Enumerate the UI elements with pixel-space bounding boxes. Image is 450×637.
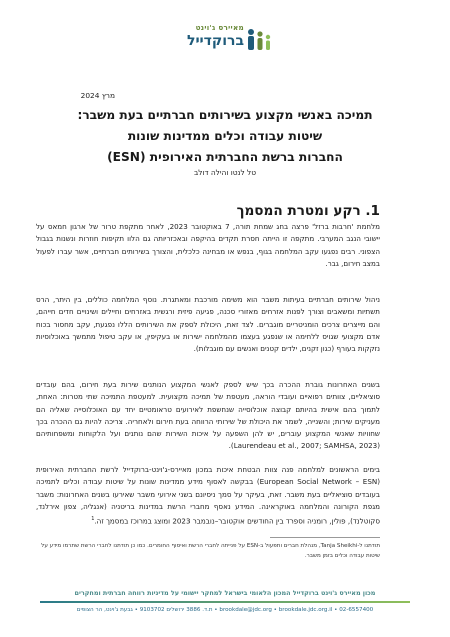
footnote: תודתנו ל-Tanja Sheikhi, מנהלת חברים ותפעול ב-ESN על פנייתה לחברי הרשת ואיסוף החומרים. כמו כן תודתנו לחברי הרשת שתרמו מידע על שיטות עבודה וכלים בזמן משבר. bbox=[41, 543, 380, 559]
paragraph-4-text: בימים הראשונים למלחמה פנה צוות הבטחת איכות במכון מאיירס-ג'וינט-ברוקדייל לרשת החברתית האירופית (European Social Network – ESN) בבקשה לאסוף מידע ממדינות שונות על שיטות עבודה וכלים לתמיכה בעובדים סוציאליים בעת משבר. זאת, בעיקר על סמך ניסיונם בשני אירועי משבר שאירעו בשנים האחרונות: משבר מגפת הקורונה והמלחמה באוקראינה. המידע נאסף מחברי הרשת במדינות בריטניה (אנגליה, צפון אירלנד, סקוטלנד), פולין, רומניה וספרד בין החודשים אוקטובר–נובמבר 2023 ומוצג במרוכז במסמך זה. bbox=[36, 465, 380, 526]
authors: טל לנטו והילה דולב bbox=[193, 168, 257, 177]
title-line-2: שיטות עבודה וכלים ממדינות שונות bbox=[127, 129, 323, 143]
logo-top-text: מאיירס ג'וינט bbox=[195, 23, 244, 32]
document-title bbox=[40, 105, 410, 168]
section-heading: 1. רקע ומטרת המסמך bbox=[236, 203, 380, 219]
logo-main-text: ברוקדייל bbox=[186, 33, 244, 49]
footer-contact: brookdale@jdc.org • brookdale.jdc.org.il • 02-6557400 • ת.ד. 3886 ירושלים 9103702 • גבעת ג'וינט, הר הצופים bbox=[76, 607, 374, 613]
title-line-3: החברות ברשת החברתית האירופית (ESN) bbox=[107, 150, 343, 164]
footnote-divider bbox=[270, 537, 380, 538]
publication-date: מרץ 2024 bbox=[80, 91, 115, 100]
paragraph-4 bbox=[36, 464, 380, 528]
paragraph-2: ניהול שירותים חברתיים בעיתות משבר הוא משימה מורכבת ומאתגרת. נוסף המלחמה כוללים, בין היתר, הרס תשתיות ומשאבים וצורך לפנות אזרחים מאזורי סכנה, פגיעה פיזית ורגשית באזרחים וחיילים ושינויים חדים חייהם, והם מייצרים צרכים הומניטריים מוגברים. לצד זאת, היכולת לספק את השירותים הללו נפגעת, עקב מחסור בכוח אדם מקצועי שגויס ללחימה או שנפגע בעצמו מהמלחמה ישירות או בעקיפין, או עקב טיפול מתמשך באוכלוסיות נזקקות בעורף (כגון זקנים, ילדים קטנים ואנשים עם מוגבלות). bbox=[36, 295, 380, 354]
footer-title: מכון מאיירס ג'וינט ברוקדייל המכון הלאומי בישראל למחקר יישומי על מדיניות רווחה חברתית ומחקרים bbox=[74, 589, 376, 597]
paragraph-1: מלחמת 'חרבות ברזל' פרצה בחג שמחת תורה, 7 באוקטובר 2023, לאחר מתקפת טרור של ארגון חמאס על יישובי הנגב המערבי. מתקפה זו הייתה חסרת תקדים בהיקפה ובאכזריותה גם הלוו תקיפות חוזרות ונשנות בגבול הצפוני. רבים נפגעו עקב המלחמה בגוף, בנפש או מבחינה כלכלית, והצורך בשירותים חברתיים, אשר עברו לפעול במצב חירום, גבר. bbox=[36, 222, 380, 268]
paragraph-3: בשנים האחרונות גוברת ההכרה בכך שיש לספק לאנשי המקצוע הנותנים שירות בעת חירום, בהם עובדים סוציאליים, צוותים רפואיים ועובדי הוראה, מעטפת של תמיכה מקצועית. למעטפת התמיכה שתי מטרות: האחת, לתמוך בהם אישית בהיותם קבוצה אוכלוסייה שנחשפת לאירועים טראומטיים יחד עם האוכלוסייה שאליה הם מעניקים שירות; והשנייה, לשמר את היכולת של שירותי הרווחה בעת חירום ולאחריה. צריכה להיות גם ההכרה בכך שחוויות שאנשי המקצוע עוברים, יש להן השפעה על איכות השירות שהם נותנים ועל הלקוחות ומשפחותיהם (Laurendeau et al., 2007; SAMHSA, 2023). bbox=[36, 380, 380, 451]
footer-divider bbox=[40, 601, 410, 603]
brookdale-logo bbox=[168, 22, 276, 54]
title-line-1: תמיכה באנשי מקצוע בשירותים חברתיים בעת משבר: bbox=[77, 108, 373, 122]
logo-figures-icon bbox=[245, 28, 273, 52]
footnote-ref[interactable]: 1 bbox=[91, 516, 95, 523]
